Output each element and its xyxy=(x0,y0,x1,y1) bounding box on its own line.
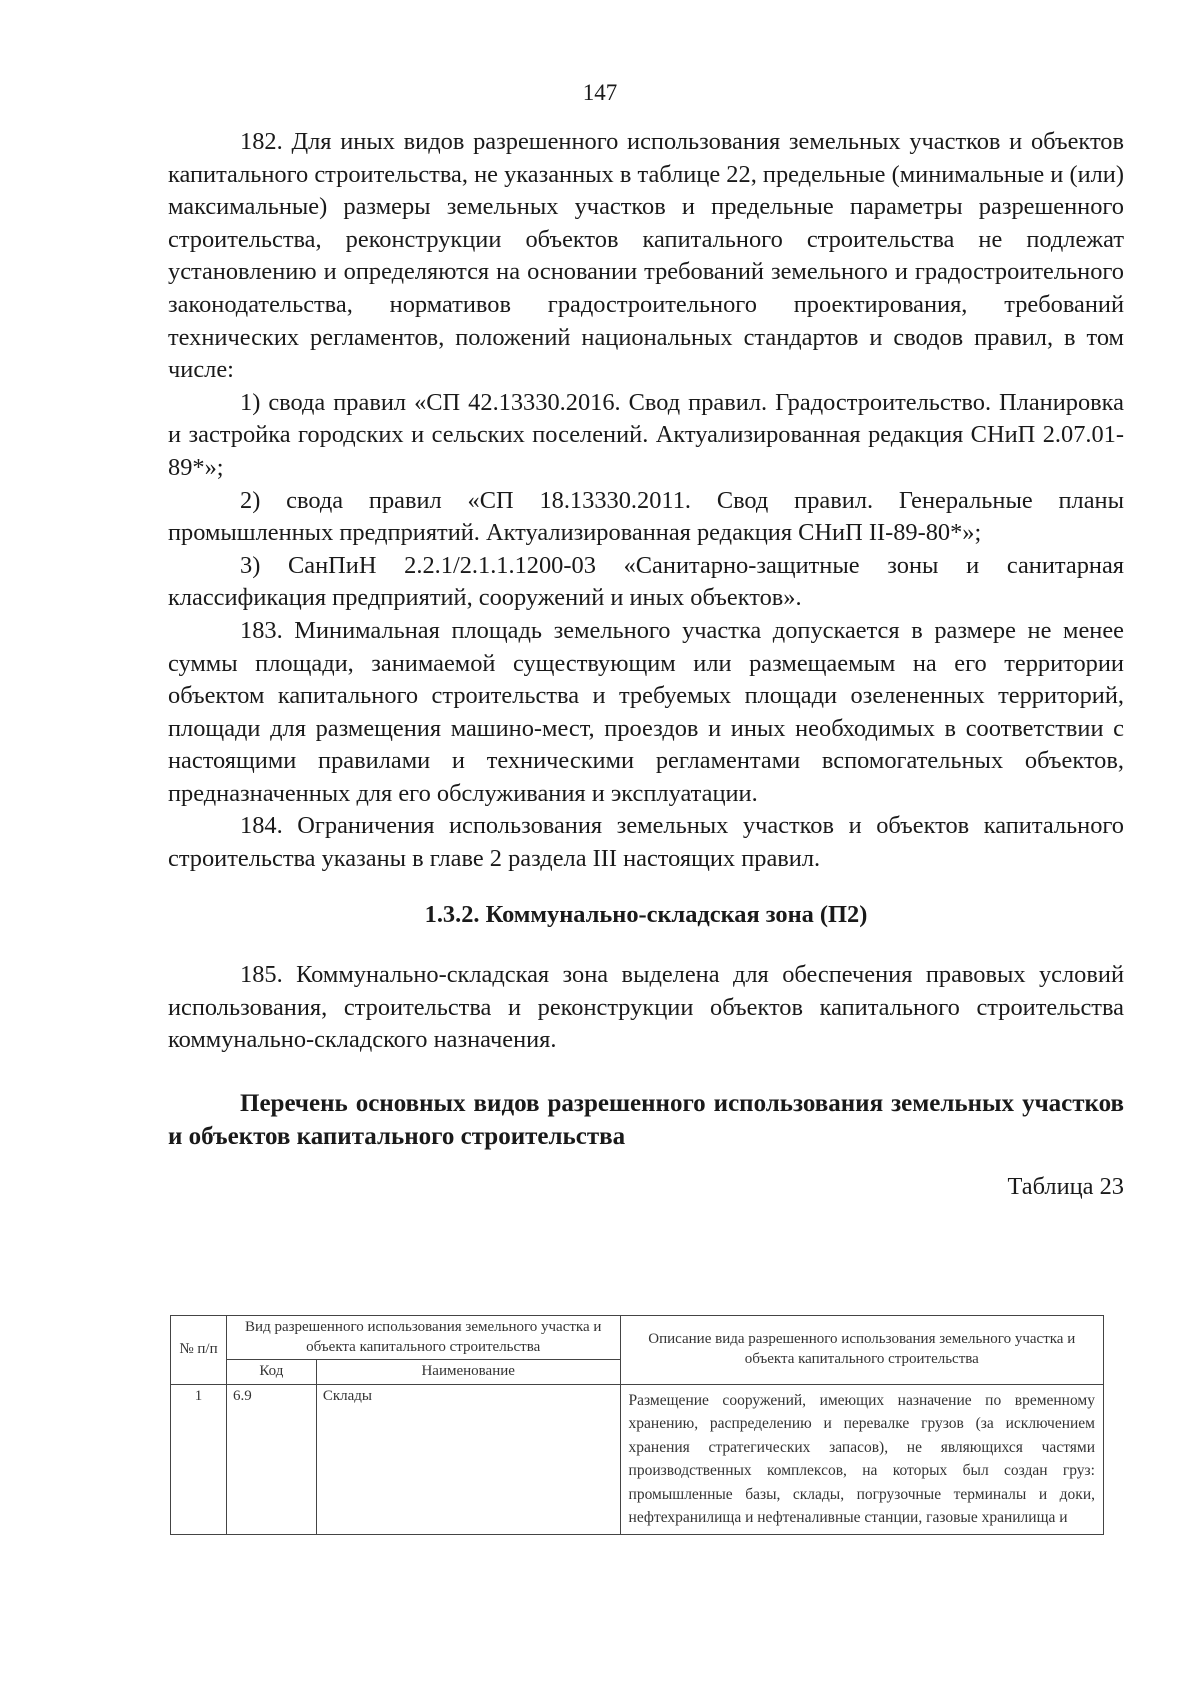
row-num: 1 xyxy=(171,1384,227,1534)
paragraph-185: 185. Коммунально-складская зона выделена для обеспечения правовых условий использования, строительства и реконструкции объектов капитального строительства коммунально-складского назначения. xyxy=(168,961,1124,1054)
paragraph-182: 182. Для иных видов разрешенного использования земельных участков и объектов капитального строительства, не указанных в таблице 22, предельные (минимальные и (или) максимальные) размеры земельных участков и предельные параметры разрешенного строительства, реконструкции объектов капитального строительства не подлежат установлению и определяются на основании требований земельного и градостроительного законодательства, нормативов градостроительного проектирования, требований технических регламентов, положений национальных стандартов и сводов правил, в том числе: xyxy=(168,128,1124,384)
section-heading: 1.3.2. Коммунально-складская зона (П2) xyxy=(424,900,868,928)
header-name: Наименование xyxy=(316,1360,620,1385)
document-body xyxy=(168,126,1124,1204)
header-description: Описание вида разрешенного использования земельного участка и объекта капитального строительства xyxy=(620,1316,1103,1385)
row-description: Размещение сооружений, имеющих назначение по временному хранению, распределению и перевалке грузов (за исключением хранения стратегических запасов), не являющихся частями производственных комплексов, на которых был создан груз: промышленные базы, склады, погрузочные терминалы и доки, нефтехранилища и нефтеналивные станции, газовые хранилища и xyxy=(620,1384,1103,1534)
page-number: 147 xyxy=(582,80,618,105)
list-item-1: 1) свода правил «СП 42.13330.2016. Свод правил. Градостроительство. Планировка и застройка городских и сельских поселений. Актуализированная редакция СНиП 2.07.01-89*»; xyxy=(168,388,1124,481)
row-code: 6.9 xyxy=(226,1384,316,1534)
header-code: Код xyxy=(226,1360,316,1385)
table-caption: Таблица 23 xyxy=(1007,1173,1124,1201)
list-item-3: 3) СанПиН 2.2.1/2.1.1.1200-03 «Санитарно-защитные зоны и санитарная классификация предприятий, сооружений и иных объектов». xyxy=(168,551,1124,612)
paragraph-184: 184. Ограничения использования земельных участков и объектов капитального строительства указаны в главе 2 раздела III настоящих правил. xyxy=(168,812,1124,873)
header-type-group: Вид разрешенного использования земельного участка и объекта капитального строительства xyxy=(226,1316,620,1360)
row-name: Склады xyxy=(316,1384,620,1534)
paragraph-183: 183. Минимальная площадь земельного участка допускается в размере не менее суммы площади, занимаемой существующим или размещаемым на его территории объектом капитального строительства и требуемых площади озелененных территорий, площади для размещения машино-мест, проездов и иных необходимых в соответствии с настоящими правилами и техническими регламентами вспомогательных объектов, предназначенных для его обслуживания и эксплуатации. xyxy=(168,616,1124,807)
regulation-table xyxy=(170,1315,1104,1535)
header-num: № п/п xyxy=(171,1316,227,1385)
list-title: Перечень основных видов разрешенного использования земельных участков и объектов капитального строительства xyxy=(168,1090,1124,1151)
list-item-2: 2) свода правил «СП 18.13330.2011. Свод правил. Генеральные планы промышленных предприятий. Актуализированная редакция СНиП II-89-80*»; xyxy=(168,486,1124,547)
table-row xyxy=(171,1384,1104,1534)
